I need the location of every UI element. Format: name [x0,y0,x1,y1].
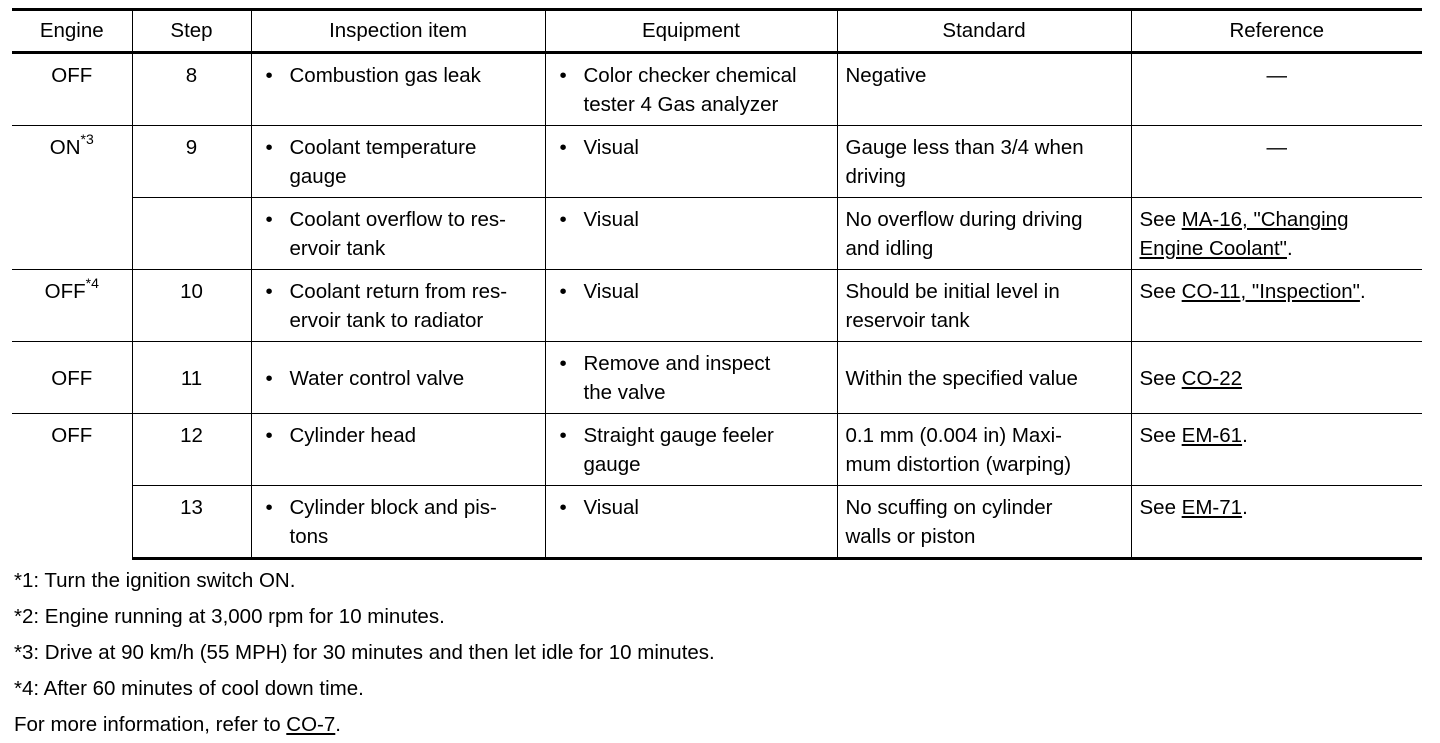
inspection-item-cell [251,126,545,198]
reference-link[interactable]: CO-11, "Inspection" [1181,280,1360,303]
inspection-item-cell [251,486,545,559]
reference-link[interactable]: MA-16, "Changing Engine Coolant" [1139,208,1349,260]
table-row [12,53,1422,126]
standard-cell: Negative [837,53,1131,126]
table-row [12,126,1422,198]
step-cell: 9 [132,126,251,198]
footnote-marker: *3 [80,131,94,147]
reference-cell: See CO-11, "Inspection". [1131,270,1422,342]
engine-cell: OFF [12,414,132,559]
footnote-4: *4: After 60 minutes of cool down time. [14,677,364,700]
inspection-item-text: Coolant temperature gauge [289,136,477,188]
inspection-item-cell: • Cylinder head [251,414,545,486]
table-row [12,342,1422,414]
footnote-2: *2: Engine running at 3,000 rpm for 10 minutes. [14,605,445,628]
bullet-icon: • [265,208,273,231]
equipment-cell [545,53,837,126]
engine-cell: ON$^{*3}$ [12,126,132,270]
reference-link[interactable]: EM-61 [1181,424,1243,447]
footnote-marker: *4 [85,275,99,291]
footnotes [14,563,715,743]
step-cell: 10 [132,270,251,342]
footnote-3: *3: Drive at 90 km/h (55 MPH) for 30 minutes and then let idle for 10 minutes. [14,641,715,664]
header-equipment: Equipment [545,10,837,53]
bullet-icon: • [265,366,273,390]
bullet-icon: • [265,496,273,519]
header-inspection-item: Inspection item [251,10,545,53]
reference-cell: See MA-16, "Changing Engine Coolant". [1131,198,1422,270]
header-reference: Reference [1131,10,1422,53]
reference-link[interactable]: CO-22 [1181,366,1243,390]
step-cell [132,198,251,270]
equipment-text: Straight gauge feeler gauge [583,424,774,476]
table-row [12,414,1422,486]
table-header-row [12,10,1422,53]
more-info-line: For more information, refer to CO-7. [14,713,341,736]
reference-cell: — [1131,53,1422,126]
bullet-icon: • [265,280,273,303]
bullet-icon: • [559,136,567,159]
bullet-icon: • [265,424,273,447]
reference-cell: See EM-61. [1131,414,1422,486]
reference-cell: See EM-71. [1131,486,1422,559]
bullet-icon: • [559,208,567,231]
inspection-item-cell: • Water control valve [251,342,545,414]
equipment-text: Color checker chemical tester 4 Gas analyzer [583,64,797,116]
footnote-1: *1: Turn the ignition switch ON. [14,569,296,592]
bullet-icon: • [559,64,567,87]
bullet-icon: • [559,352,567,375]
standard-cell: Within the specified value [837,342,1131,414]
table-row [12,270,1422,342]
inspection-item-text: Combustion gas leak [289,64,481,87]
reference-cell: See CO-22 [1131,342,1422,414]
step-cell: 13 [132,486,251,559]
inspection-item-text: Cylinder block and pis- tons [289,496,497,548]
inspection-table [12,8,1422,560]
equipment-cell: • Visual [545,126,837,198]
standard-cell: No scuffing on cylinder walls or piston [837,486,1131,559]
header-standard: Standard [837,10,1131,53]
equipment-cell: • Visual [545,486,837,559]
step-cell: 12 [132,414,251,486]
step-cell: 11 [132,342,251,414]
inspection-item-text: Coolant return from res- ervoir tank to radiator [289,280,508,332]
bullet-icon: • [559,424,567,447]
bullet-icon: • [559,280,567,303]
equipment-cell: • Visual [545,198,837,270]
table-row [12,486,1422,559]
step-cell: 8 [132,53,251,126]
more-info-link[interactable]: CO-7 [286,713,336,736]
bullet-icon: • [265,136,273,159]
standard-cell: No overflow during driving and idling [837,198,1131,270]
equipment-cell [545,414,837,486]
inspection-item-cell [251,198,545,270]
bullet-icon: • [559,496,567,519]
engine-cell: OFF [12,342,132,414]
standard-cell: Gauge less than 3/4 when driving [837,126,1131,198]
engine-cell: OFF$^{*4}$ [12,270,132,342]
reference-cell: — [1131,126,1422,198]
header-engine: Engine [12,10,132,53]
inspection-item-text: Coolant overflow to res- ervoir tank [289,208,506,260]
header-step: Step [132,10,251,53]
reference-link[interactable]: EM-71 [1181,496,1243,519]
equipment-text: Remove and inspect the valve [583,352,771,404]
bullet-icon: • [265,64,273,87]
inspection-item-cell [251,53,545,126]
standard-cell: Should be initial level in reservoir tank [837,270,1131,342]
standard-cell: 0.1 mm (0.004 in) Maxi- mum distortion (warping) [837,414,1131,486]
table-row [12,198,1422,270]
inspection-item-cell [251,270,545,342]
equipment-cell: • Visual [545,270,837,342]
equipment-cell [545,342,837,414]
engine-cell: OFF [12,53,132,126]
